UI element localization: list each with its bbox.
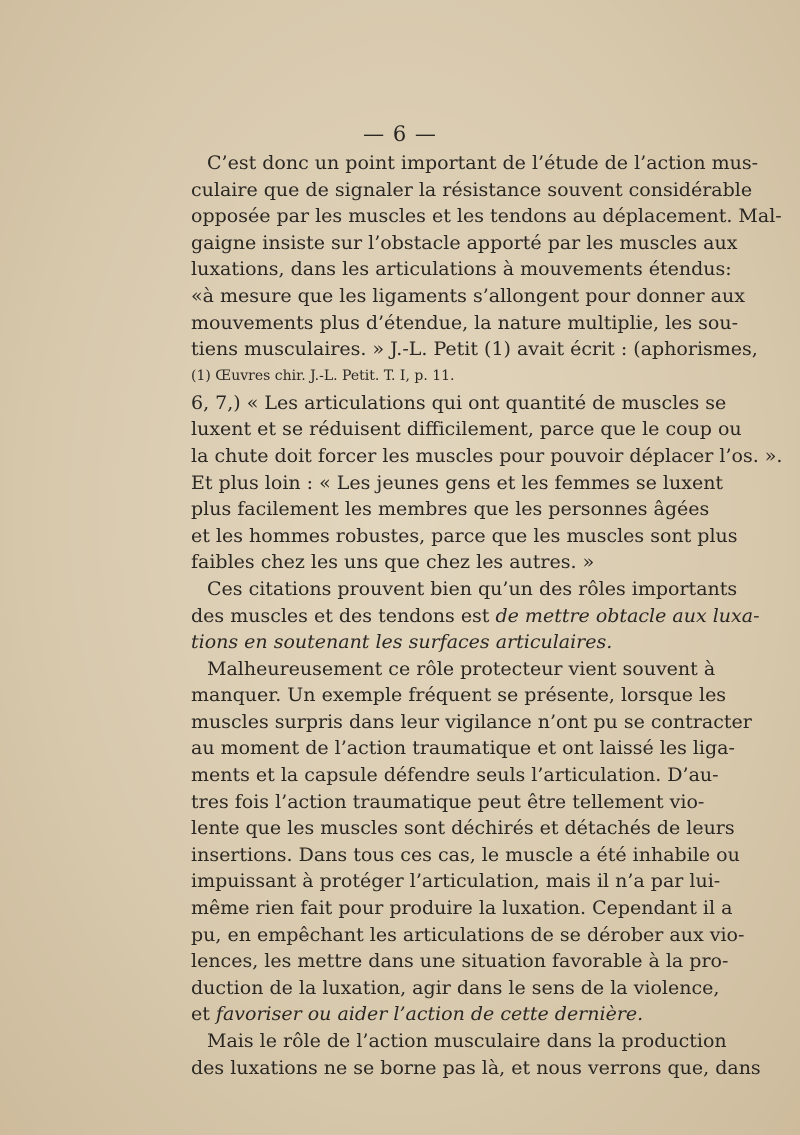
text-line: Et plus loin : « Les jeunes gens et les femmes se luxent (191, 471, 724, 494)
text-line: au moment de l’action traumatique et ont laissé les liga- (191, 737, 735, 760)
text-line: Malheureusement ce rôle protecteur vient souvent à (207, 657, 716, 680)
text-line: tres fois l’action traumatique peut être tellement vio- (191, 790, 705, 813)
italic-phrase: de mettre obtacle aux luxa- (495, 604, 760, 627)
text-line: et favoriser ou aider l’action de cette dernière. (191, 1003, 644, 1026)
text-line: même rien fait pour produire la luxation. Cependant il a (191, 897, 733, 920)
text-line: «à mesure que les ligaments s’allongent pour donner aux (191, 284, 745, 307)
text-line: manquer. Un exemple fréquent se présente, lorsque les (191, 684, 727, 707)
text-line: C’est donc un point important de l’étude de l’action mus- (207, 152, 759, 174)
text-line: mouvements plus d’étendue, la nature multiplie, les sou- (191, 311, 739, 334)
text-line: opposée par les muscles et les tendons au déplacement. Mal- (191, 205, 782, 228)
text-line: 6, 7,) « Les articulations qui ont quantité de muscles se (191, 391, 727, 414)
text-line: tiens musculaires. » J.-L. Petit (1) avait écrit : (aphorismes, (191, 338, 758, 361)
text-line: ments et la capsule défendre seuls l’articulation. D’au- (191, 764, 719, 787)
text-line: Mais le rôle de l’action musculaire dans la production (207, 1030, 727, 1052)
text-line: Ces citations prouvent bien qu’un des rôles importants (207, 577, 738, 600)
text-line: luxent et se réduisent difficilement, parce que le coup ou (191, 418, 742, 441)
text-line: des muscles et des tendons est de mettre obtacle aux luxa- (191, 604, 760, 627)
text-line: pu, en empêchant les articulations de se dérober aux vio- (191, 923, 745, 946)
text-line: muscles surpris dans leur vigilance n’ont pu se contracter (191, 710, 752, 733)
text-line: culaire que de signaler la résistance souvent considérable (191, 178, 753, 201)
body-text (191, 150, 783, 1081)
text-line: faibles chez les uns que chez les autres. » (191, 551, 595, 574)
text-line: lente que les muscles sont déchirés et détachés de leurs (191, 817, 735, 840)
text-line: des luxations ne se borne pas là, et nous verrons que, dans (191, 1056, 761, 1079)
text-line: impuissant à protéger l’articulation, mais il n’a par lui- (191, 870, 721, 893)
text-line: gaigne insiste sur l’obstacle apporté par les muscles aux (191, 231, 738, 254)
text-line: lences, les mettre dans une situation favorable à la pro- (191, 950, 729, 973)
page-number: — 6 — (363, 122, 437, 146)
text-line: plus facilement les membres que les personnes âgées (191, 498, 710, 521)
text-line: tions en soutenant les surfaces articulaires. (191, 631, 613, 654)
text-line: insertions. Dans tous ces cas, le muscle a été inhabile ou (191, 843, 740, 866)
italic-phrase: favoriser ou aider l’action de cette dernière. (215, 1003, 644, 1026)
text-line: la chute doit forcer les muscles pour pouvoir déplacer l’os. ». (191, 444, 783, 467)
text-line: et les hommes robustes, parce que les muscles sont plus (191, 524, 738, 547)
footnote: (1) Œuvres chir. J.-L. Petit. T. I, p. 11. (191, 367, 455, 384)
text-line: luxations, dans les articulations à mouvements étendus: (191, 258, 732, 281)
text-line: duction de la luxation, agir dans le sens de la violence, (191, 976, 720, 999)
